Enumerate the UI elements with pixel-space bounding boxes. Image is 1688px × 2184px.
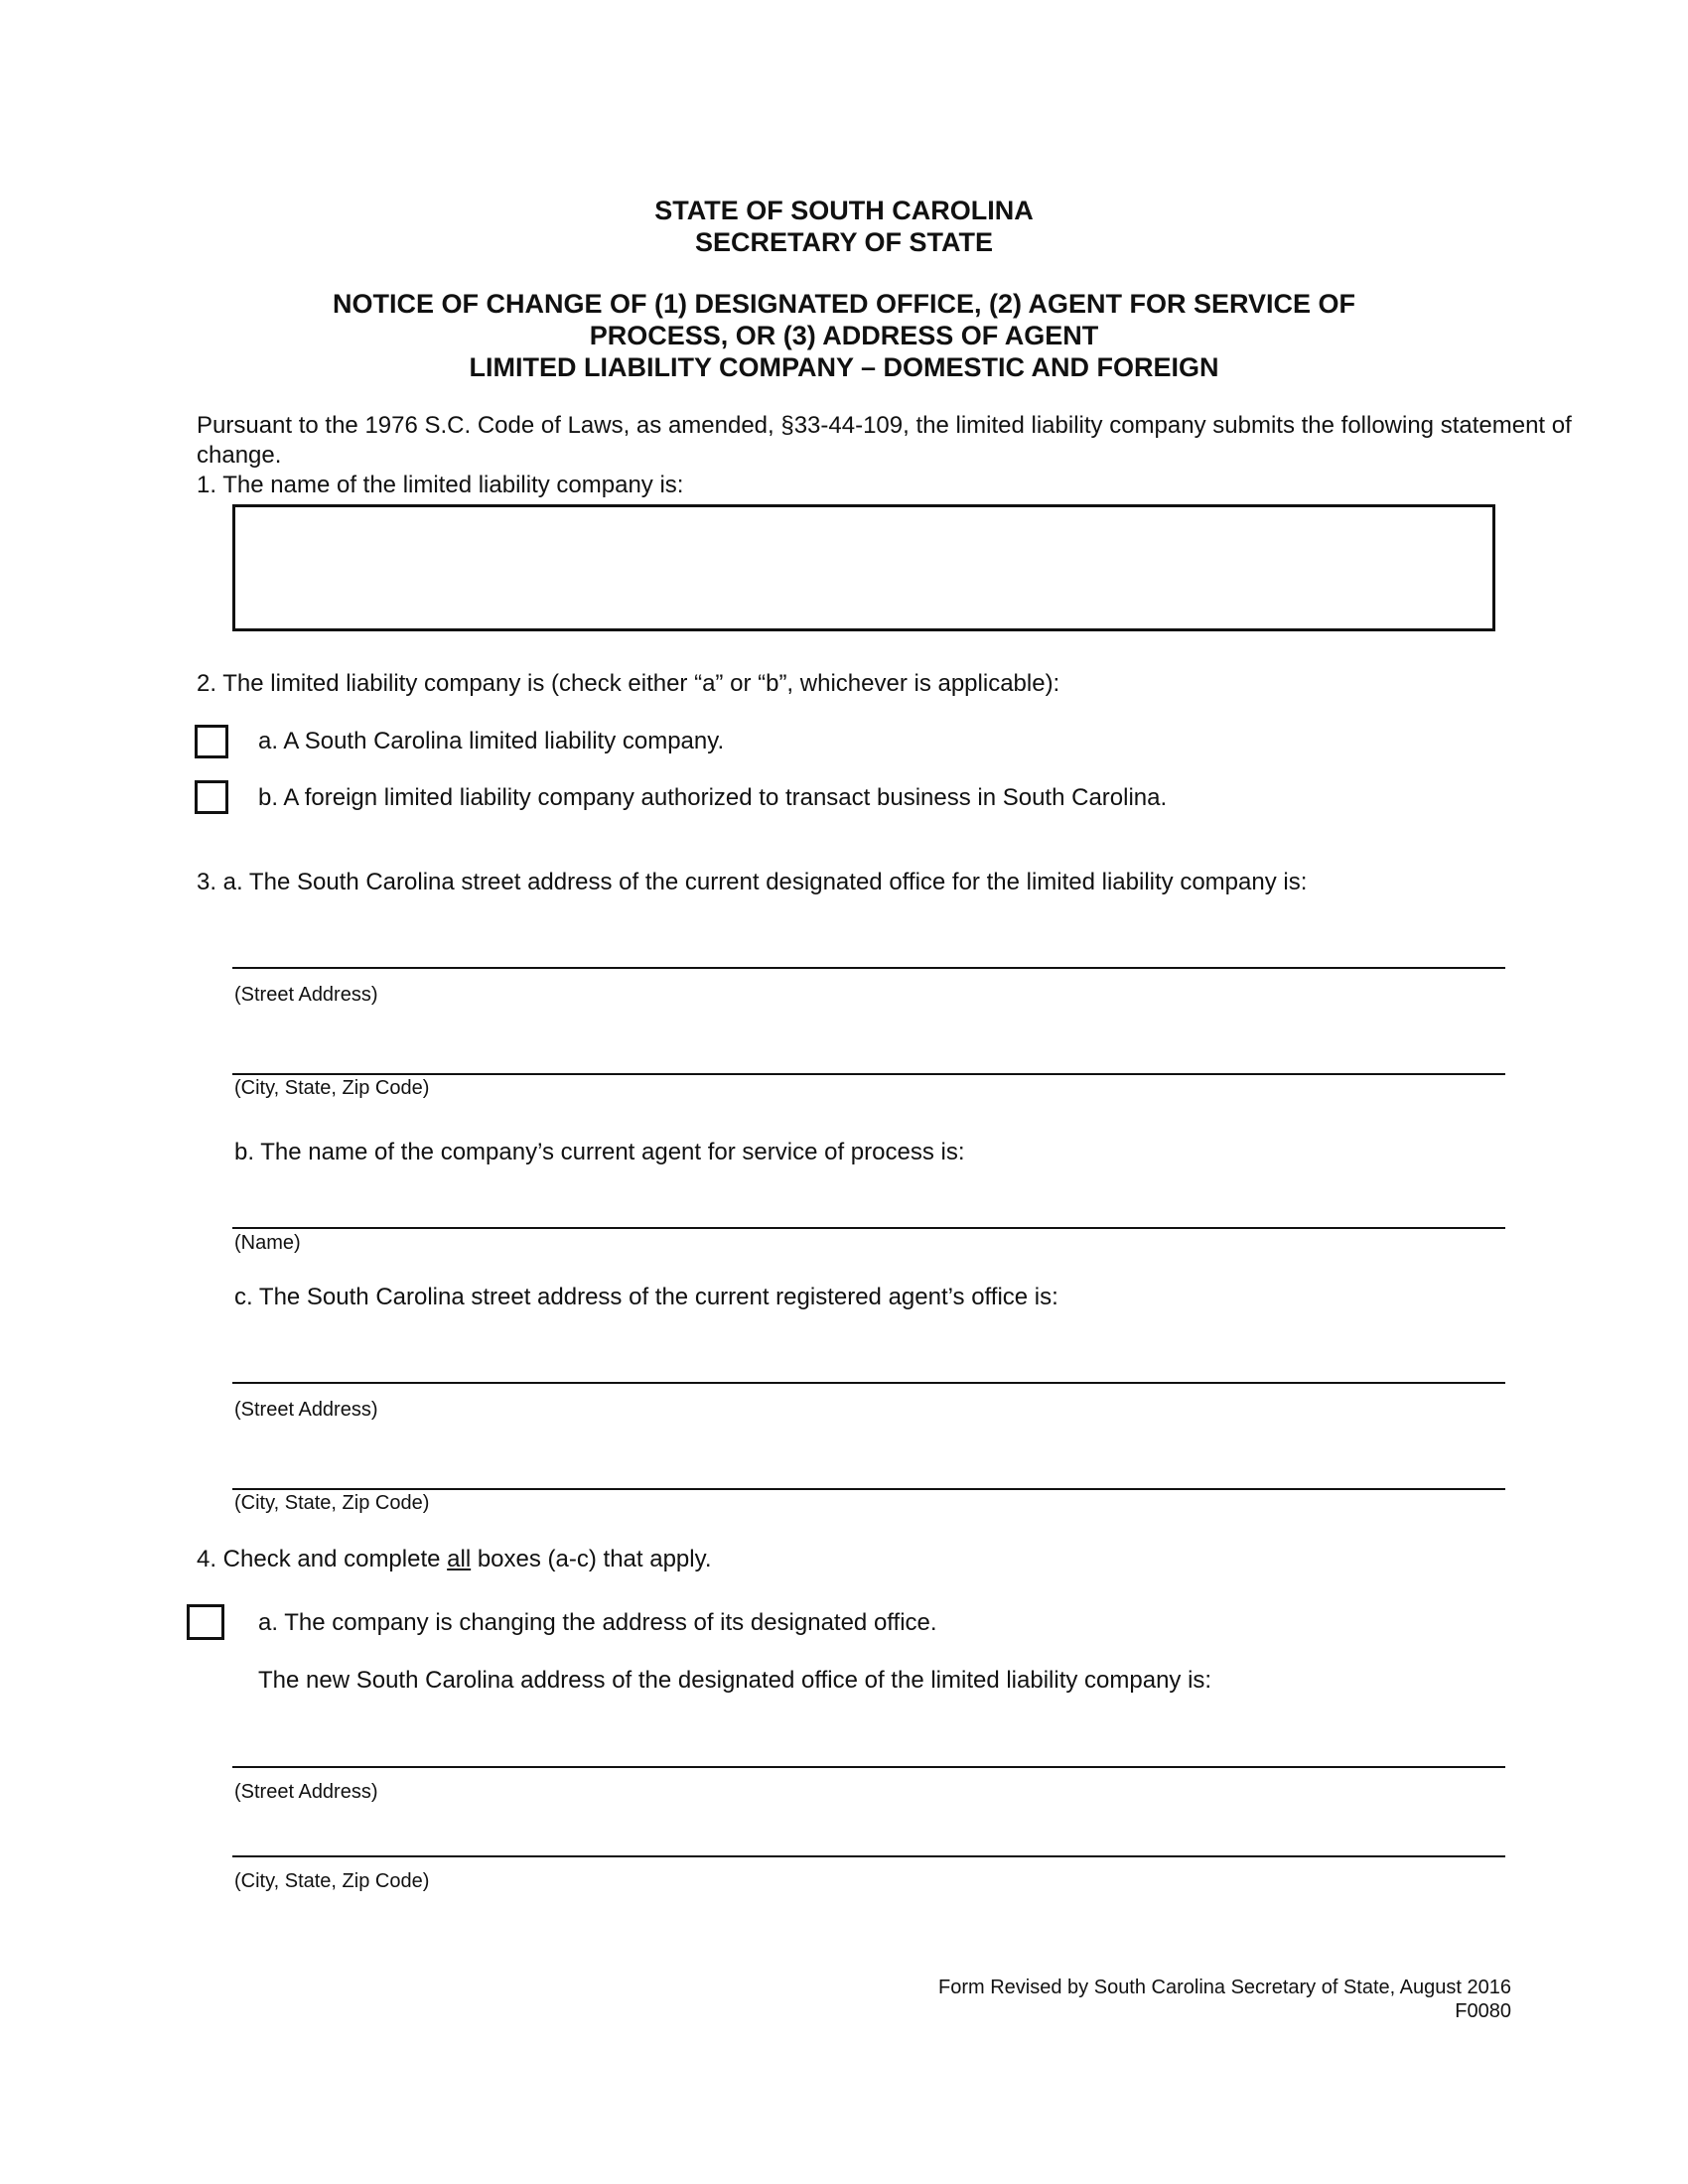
item-4a-street-field[interactable] <box>232 1766 1505 1768</box>
office-heading: SECRETARY OF STATE <box>694 227 994 257</box>
item-3c-city-caption: (City, State, Zip Code) <box>234 1492 430 1514</box>
checkbox-change-designated-office[interactable] <box>187 1604 224 1640</box>
item-2-label: 2. The limited liability company is (check either “a” or “b”, whichever is applicable): <box>197 670 1060 697</box>
item-3c-city-field[interactable] <box>232 1488 1505 1490</box>
checkbox-foreign-llc[interactable] <box>195 780 228 814</box>
item-4-label <box>197 1545 712 1574</box>
item-3c-label: c. The South Carolina street address of the current registered agent’s office is: <box>234 1284 1058 1310</box>
item-4a-subtext: The new South Carolina address of the designated office of the limited liability company is: <box>258 1667 1212 1694</box>
item-4a-street-caption: (Street Address) <box>234 1781 378 1803</box>
item-3a-city-field[interactable] <box>232 1073 1505 1075</box>
item-2-option-a: a. A South Carolina limited liability company. <box>258 728 725 754</box>
item-4a-city-field[interactable] <box>232 1855 1505 1857</box>
item-3c-street-field[interactable] <box>232 1382 1505 1384</box>
item-3a-street-caption: (Street Address) <box>234 984 378 1006</box>
item-1-label: 1. The name of the limited liability company is: <box>197 472 684 498</box>
intro-line-1: Pursuant to the 1976 S.C. Code of Laws, as amended, §33-44-109, the limited liability company submits the following statement of <box>197 412 1572 439</box>
item-3a-label: 3. a. The South Carolina street address of the current designated office for the limited liability company is: <box>197 869 1308 895</box>
item-3b-name-caption: (Name) <box>234 1232 301 1254</box>
item-3a-street-field[interactable] <box>232 967 1505 969</box>
item-3c-street-caption: (Street Address) <box>234 1399 378 1421</box>
item-2-option-b: b. A foreign limited liability company authorized to transact business in South Carolina. <box>258 784 1168 811</box>
item-4-label-suffix: boxes (a-c) that apply. <box>471 1546 712 1572</box>
state-heading: STATE OF SOUTH CAROLINA <box>654 196 1034 225</box>
item-4a-label: a. The company is changing the address of its designated office. <box>258 1609 937 1636</box>
item-4a-city-caption: (City, State, Zip Code) <box>234 1870 430 1892</box>
item-4-label-prefix: 4. Check and complete <box>197 1546 448 1572</box>
form-title-line-1: NOTICE OF CHANGE OF (1) DESIGNATED OFFICE, (2) AGENT FOR SERVICE OF <box>332 289 1356 319</box>
form-title-line-2: PROCESS, OR (3) ADDRESS OF AGENT <box>589 321 1099 350</box>
item-3b-label: b. The name of the company’s current agent for service of process is: <box>234 1139 965 1165</box>
item-4-label-emphasis: all <box>447 1546 472 1572</box>
company-name-field[interactable] <box>232 504 1495 631</box>
footer-revision-note: Form Revised by South Carolina Secretary of State, August 2016 <box>938 1977 1511 1998</box>
intro-line-2: change. <box>197 442 282 469</box>
item-3a-city-caption: (City, State, Zip Code) <box>234 1077 430 1099</box>
checkbox-domestic-llc[interactable] <box>195 725 228 758</box>
footer-form-number: F0080 <box>1455 2000 1511 2022</box>
form-title-line-3: LIMITED LIABILITY COMPANY – DOMESTIC AND FOREIGN <box>469 352 1219 382</box>
item-3b-name-field[interactable] <box>232 1227 1505 1229</box>
